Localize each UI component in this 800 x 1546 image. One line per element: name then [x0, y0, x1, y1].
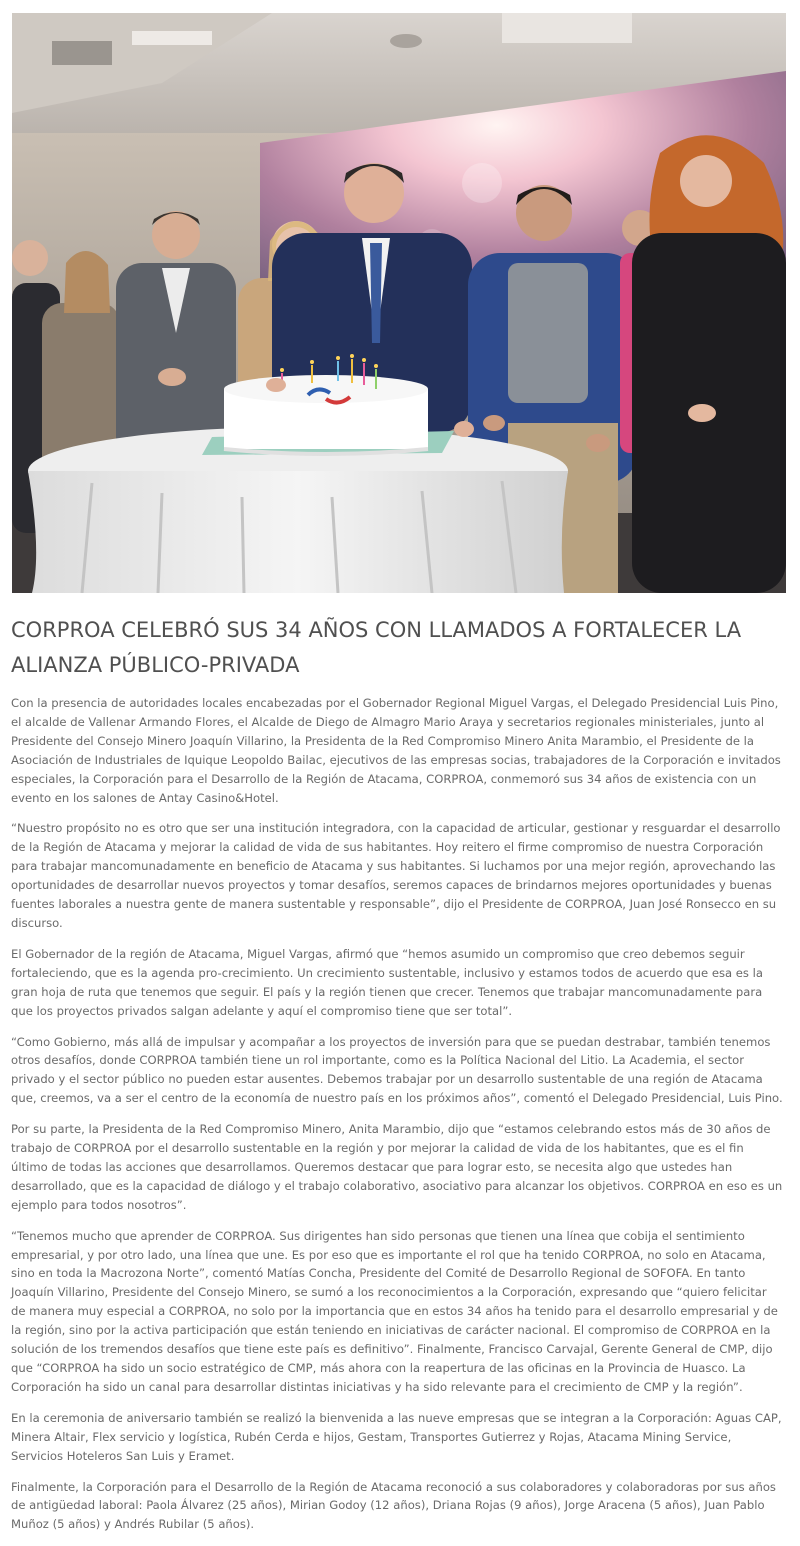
article-paragraph: “Tenemos mucho que aprender de CORPROA. Sus dirigentes han sido personas que tienen una línea que cobija el sentimiento empresarial, y por otro lado, una línea que une. Es por eso que es importante el rol que ha tenido CORPROA, no solo en Atacama, sino en toda la Macrozona Norte”, comentó Matías Concha, Presidente del Comité de Desarrollo Regional de SOFOFA. En tanto Joaquín Villarino, Presidente del Consejo Minero, se sumó a los reconocimientos a la Corporación, expresando que “quiero felicitar de manera muy especial a CORPROA, no solo por la importancia que en estos 34 años ha tenido para el desarrollo empresarial y de la región, sino por la activa participación que están teniendo en iniciativas de carácter nacional. El compromiso de CORPROA en la solución de los tremendos desafíos que tiene este país es definitivo”. Finalmente, Francisco Carvajal, Gerente General de CMP, dijo que “CORPROA ha sido un socio estratégico de CMP, más ahora con la reapertura de las oficinas en la Provincia de Huasco. La Corporación ha sido un canal para desarrollar distintas iniciativas y ha sido relevante para el crecimiento de CMP y la región”. [11, 1228, 778, 1394]
article-paragraph: “Nuestro propósito no es otro que ser una institución integradora, con la capacidad de articular, gestionar y resguardar el desarrollo de la Región de Atacama y mejorar la calidad de vida de sus habitantes. Hoy reitero el firme compromiso de nuestra Corporación para trabajar mancomunadamente en beneficio de Atacama y sus habitantes. Si luchamos por una mejor región, aprovechando las oportunidades de desarrollar nuevos proyectos y tomar desafíos, seremos capaces de brindarnos mejores oportunidades y buenas fuentes laborales a nuestra gente de manera sustentable y responsable”, dijo el Presidente de CORPROA, Juan José Ronsecco en su discurso. [11, 821, 781, 930]
article-body [11, 694, 783, 1546]
event-photo-illustration [12, 13, 786, 593]
article-paragraph: Por su parte, la Presidenta de la Red Compromiso Minero, Anita Marambio, dijo que “estamos celebrando estos más de 30 años de trabajo de CORPROA por el desarrollo sustentable en la región y por mejorar la calidad de vida de los habitantes, que es el fin último de todas las acciones que desarrollamos. Queremos destacar que para lograr esto, se necesita algo que ustedes han desarrollado, que es la capacidad de diálogo y el trabajo colaborativo, asociativo para alcanzar los objetivos. CORPROA en eso es un ejemplo para todos nosotros”. [11, 1122, 783, 1212]
article-paragraph: En la ceremonia de aniversario también se realizó la bienvenida a las nueve empresas que se integran a la Corporación: Aguas CAP, Minera Altair, Flex servicio y logística, Rubén Cerda e hijos, Gestam, Transportes Gutierrez y Rojas, Atacama Mining Service, Servicios Hoteleros San Luis y Eramet. [11, 1410, 782, 1463]
article-photo [12, 13, 786, 593]
article-paragraph: Finalmente, la Corporación para el Desarrollo de la Región de Atacama reconoció a sus colaboradores y colaboradoras por sus años de antigüedad laboral: Paola Álvarez (25 años), Mirian Godoy (12 años), Driana Rojas (9 años), Jorge Aracena (5 años), Juan Pablo Muñoz (5 años) y Andrés Rubilar (5 años). [11, 1479, 776, 1532]
article-title: CORPROA CELEBRÓ SUS 34 AÑOS CON LLAMADOS A FORTALECER LA ALIANZA PÚBLICO-PRIVADA [11, 618, 742, 677]
article-paragraph: “Como Gobierno, más allá de impulsar y acompañar a los proyectos de inversión para que se puedan destrabar, también tenemos otros desafíos, donde CORPROA también tiene un rol importante, como es la Política Nacional del Litio. La Academia, el sector privado y el sector público no pueden estar ausentes. Debemos trabajar por un desarrollo sustentable de una región de Atacama que, creemos, va a ser el centro de la economía de nuestro país en los próximos años”, comentó el Delegado Presidencial, Luis Pino. [11, 1034, 783, 1106]
article-paragraph: El Gobernador de la región de Atacama, Miguel Vargas, afirmó que “hemos asumido un compromiso que creo debemos seguir fortaleciendo, que es la agenda pro-crecimiento. Un crecimiento sustentable, inclusivo y estamos todos de acuerdo que esa es la gran hoja de ruta que tenemos que seguir. El país y la región tienen que crecer. Tenemos que trabajar mancomunadamente para que los proyectos privados salgan adelante y aquí el compromiso tiene que ser total”. [11, 946, 763, 1018]
article-paragraph: Con la presencia de autoridades locales encabezadas por el Gobernador Regional Miguel Vargas, el Delegado Presidencial Luis Pino, el alcalde de Vallenar Armando Flores, el Alcalde de Diego de Almagro Mario Araya y secretarios regionales ministeriales, junto al Presidente del Consejo Minero Joaquín Villarino, la Presidenta de la Red Compromiso Minero Anita Marambio, el Presidente de la Asociación de Industriales de Iquique Leopoldo Bailac, ejecutivos de las empresas socias, trabajadores de la Corporación e invitados especiales, la Corporación para el Desarrollo de la Región de Atacama, CORPROA, conmemoró sus 34 años de existencia con un evento en los salones de Antay Casino&Hotel. [11, 696, 781, 805]
